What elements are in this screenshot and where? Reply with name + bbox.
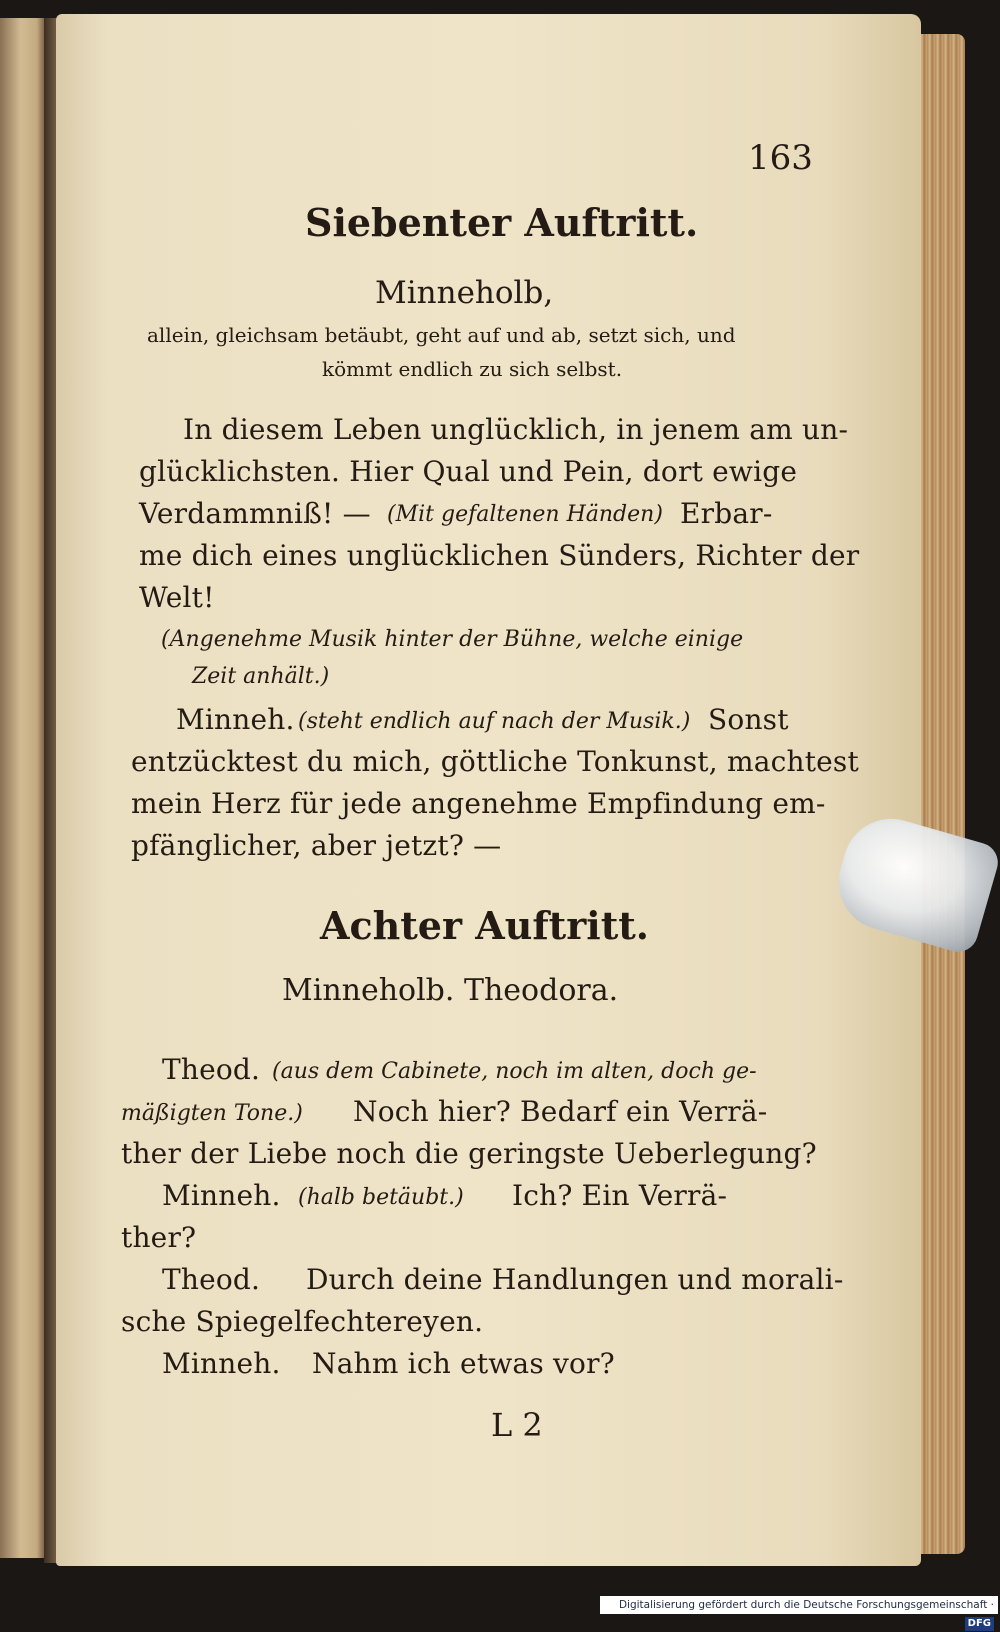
previous-page-edge [0,18,46,1558]
scene-speakers: Minneholb. Theodora. [282,973,619,1008]
printer-signature: L 2 [491,1406,543,1444]
speech-line: Nahm ich etwas vor? [312,1347,615,1380]
speech-line: mein Herz für jede angenehme Empfindung em- [131,787,826,820]
page-stack-edge [919,34,965,1554]
stage-direction: (Mit gefaltenen Händen) [387,502,663,527]
credit-text: Digitalisierung gefördert durch die Deutsche Forschungsgemeinschaft · [618,1599,994,1611]
scene-heading: Achter Auftritt. [320,903,650,948]
speech-line: Durch deine Handlungen und morali- [306,1263,844,1296]
monologue-line: In diesem Leben unglücklich, in jenem am un- [183,413,849,446]
monologue-line: Welt! [139,581,215,614]
speaker-name: Minneh. [176,703,295,736]
monologue-line: Erbar- [680,497,773,530]
scene-heading: Siebenter Auftritt. [305,200,699,245]
digitization-credit [600,1596,998,1629]
speaker-name: Minneh. [162,1179,281,1212]
stage-direction: (steht endlich auf nach der Musik.) [298,709,691,734]
speech-line: Noch hier? Bedarf ein Verrä- [353,1095,768,1128]
speech-line: Ich? Ein Verrä- [512,1179,728,1212]
dfg-logo: DFG [965,1617,994,1631]
monologue-line: Verdammniß! — [139,497,371,530]
monologue-line: glücklichsten. Hier Qual und Pein, dort ewige [139,455,798,488]
speaker-name: Theod. [162,1263,261,1296]
monologue-line: me dich eines unglücklichen Sünders, Richter der [139,539,860,572]
stage-direction: mäßigten Tone.) [121,1101,303,1126]
intro-line: kömmt endlich zu sich selbst. [322,357,623,381]
stage-direction: (halb betäubt.) [298,1185,464,1210]
stage-direction: Zeit anhält.) [192,664,330,689]
stage-direction: (Angenehme Musik hinter der Bühne, welche einige [161,627,744,652]
speech-line: entzücktest du mich, göttliche Tonkunst, machtest [131,745,859,778]
speech-line: pfänglicher, aber jetzt? — [131,829,502,862]
scene-speaker: Minneholb, [375,275,554,311]
intro-line: allein, gleichsam betäubt, geht auf und ab, setzt sich, und [147,323,736,347]
speech-line: sche Spiegelfechtereyen. [121,1305,484,1338]
speech-line: ther der Liebe noch die geringste Ueberlegung? [121,1137,817,1170]
speaker-name: Minneh. [162,1347,281,1380]
speech-line: Sonst [708,703,789,736]
page-number: 163 [748,138,813,178]
speech-line: ther? [121,1221,197,1254]
speaker-name: Theod. [162,1053,261,1086]
stage-direction: (aus dem Cabinete, noch im alten, doch ge- [272,1059,757,1084]
